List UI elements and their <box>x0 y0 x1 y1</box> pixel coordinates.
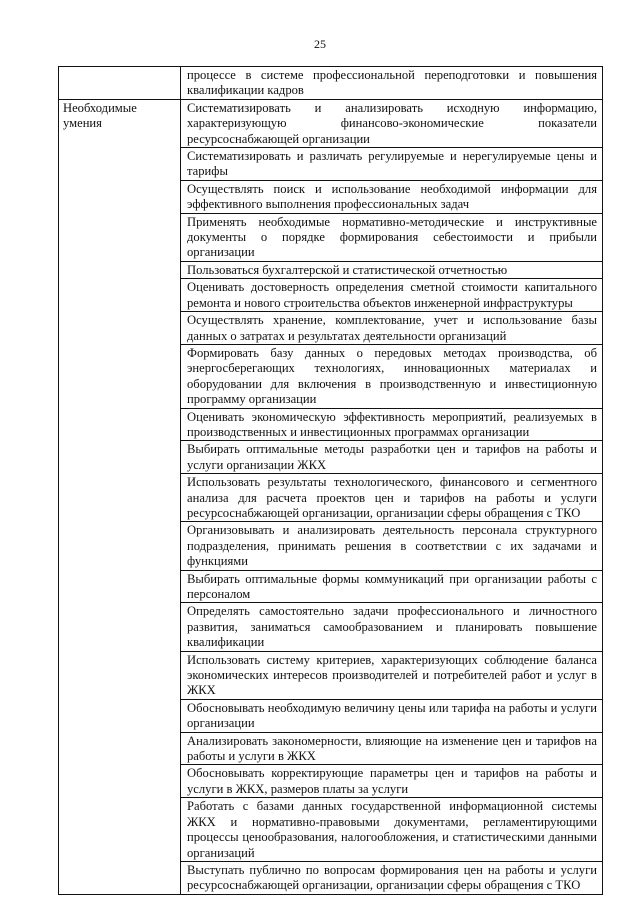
skill-item: Применять необходимые нормативно-методические и инструктивные документы о порядке формирования себестоимости и прибыли организации <box>181 213 603 261</box>
skill-item: Выбирать оптимальные формы коммуникаций при организации работы с персоналом <box>181 570 603 603</box>
skill-item: Обосновывать корректирующие параметры цен и тарифов на работы и услуги в ЖКХ, размеров платы за услуги <box>181 765 603 798</box>
skill-item: Систематизировать и анализировать исходную информацию, характеризующую финансово-экономические показатели ресурсоснабжающей организации <box>181 99 603 147</box>
skill-item: Выступать публично по вопросам формирования цен на работы и услуги ресурсоснабжающей организации, организации сферы обращения с ТКО <box>181 861 603 894</box>
section-label: Необходимые умения <box>59 99 181 894</box>
skill-item: Организовывать и анализировать деятельность персонала структурного подразделения, принимать решения в соответствии с их задачами и функциями <box>181 522 603 570</box>
skill-item: Оценивать достоверность определения сметной стоимости капитального ремонта и нового строительства объектов инженерной инфраструктуры <box>181 279 603 312</box>
label-cell-empty <box>59 67 181 100</box>
page-number: 25 <box>314 37 326 51</box>
skill-item: Осуществлять хранение, комплектование, учет и использование базы данных о затратах и результатах деятельности организаций <box>181 312 603 345</box>
skill-item: Определять самостоятельно задачи профессионального и личностного развития, заниматься самообразованием и планировать повышение квалификации <box>181 603 603 651</box>
skill-item: Использовать результаты технологического, финансового и сегментного анализа для расчета проектов цен и тарифов на работы и услуги ресурсоснабжающей организации, организации сферы обращения с ТКО <box>181 474 603 522</box>
skill-item: Формировать базу данных о передовых методах производства, об энергосберегающих технологиях, инновационных материалах и оборудовании для включения в производственную и инвестиционную программу организации <box>181 344 603 408</box>
skill-item: Пользоваться бухгалтерской и статистической отчетностью <box>181 261 603 278</box>
skill-item: Анализировать закономерности, влияющие на изменение цен и тарифов на работы и услуги в ЖКХ <box>181 732 603 765</box>
skill-item: Систематизировать и различать регулируемые и нерегулируемые цены и тарифы <box>181 148 603 181</box>
skill-item: Выбирать оптимальные методы разработки цен и тарифов на работы и услуги организации ЖКХ <box>181 441 603 474</box>
skill-item: Работать с базами данных государственной информационной системы ЖКХ и нормативно-правовыми документами, регламентирующими процессы ценообразования, налогообложения, и статистическими данными организаций <box>181 798 603 862</box>
table-row <box>59 99 603 147</box>
continued-text: процессе в системе профессиональной переподготовки и повышения квалификации кадров <box>181 67 603 100</box>
table-row-continued <box>59 67 603 100</box>
requirements-table <box>58 66 603 895</box>
skill-item: Оценивать экономическую эффективность мероприятий, реализуемых в производственных и инвестиционных программах организации <box>181 408 603 441</box>
skill-item: Обосновывать необходимую величину цены или тарифа на работы и услуги организации <box>181 699 603 732</box>
skill-item: Осуществлять поиск и использование необходимой информации для эффективного выполнения профессиональных задач <box>181 180 603 213</box>
skill-item: Использовать систему критериев, характеризующих соблюдение баланса экономических интересов производителей и потребителей работ и услуг в ЖКХ <box>181 651 603 699</box>
